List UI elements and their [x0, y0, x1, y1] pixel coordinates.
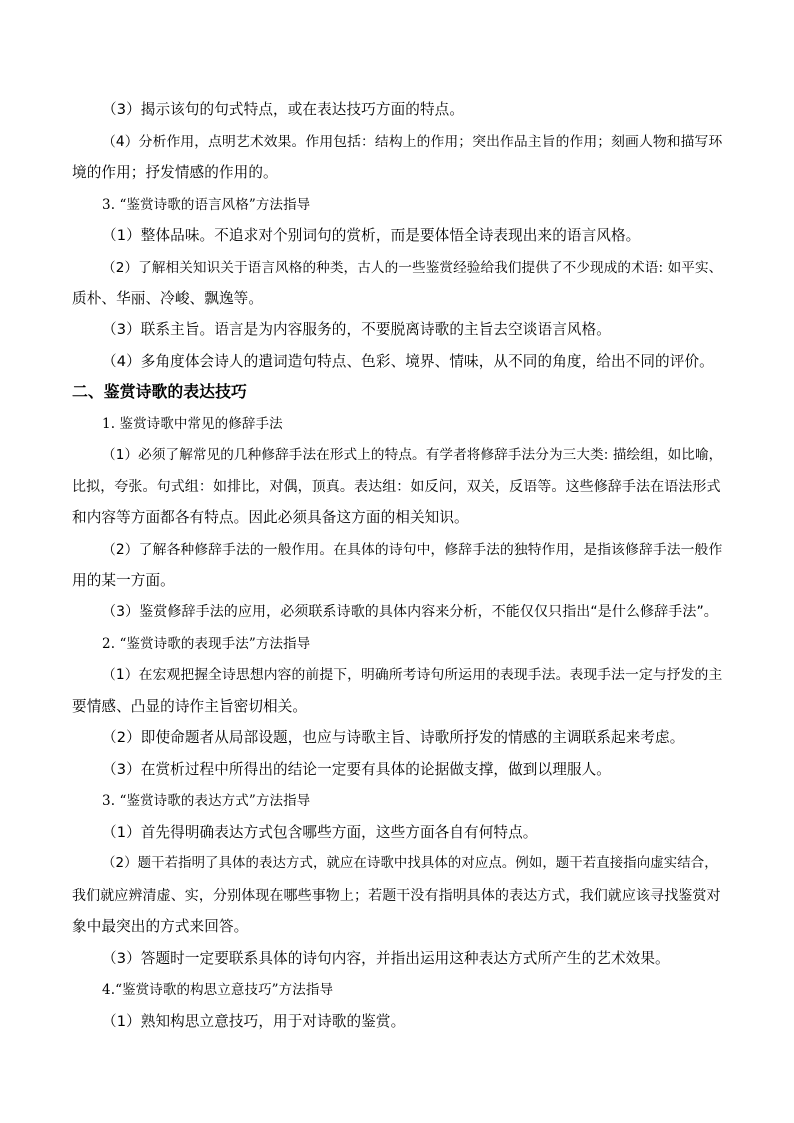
text-line: （3）在赏析过程中所得出的结论一定要有具体的论据做支撑，做到以理服人。 [102, 761, 611, 778]
text-line: （3）揭示该句的句式特点，或在表达技巧方面的特点。 [102, 101, 465, 118]
text-line: 和内容等方面都各有特点。因此必须具备这方面的相关知识。 [72, 509, 469, 526]
section-heading: 二、鉴赏诗歌的表达技巧 [72, 382, 247, 401]
text-line: 用的某一方面。 [72, 572, 175, 589]
text-line: （4）多角度体会诗人的遣词造句特点、色彩、境界、情味，从不同的角度，给出不同的评价。 [102, 353, 714, 370]
text-line: （3）答题时一定要联系具体的诗句内容，并指出运用这种表达方式所产生的艺术效果。 [102, 950, 670, 967]
text-line: （2）了解相关知识关于语言风格的种类，古人的一些鉴赏经验给我们提供了不少现成的术语: 如平实、 [102, 260, 723, 276]
text-line: （1）必须了解常见的几种修辞手法在形式上的特点。有学者将修辞手法分为三大类: 描绘组，如比喻， [102, 447, 723, 463]
text-line: （2）题干若指明了具体的表达方式，就应在诗歌中找具体的对应点。例如，题干若直接指向虚实结合， [102, 856, 718, 871]
text-line: 质朴、华丽、冷峻、飘逸等。 [72, 290, 264, 307]
text-line: 境的作用；抒发情感的作用的。 [72, 164, 278, 181]
text-line: （2）即使命题者从局部设题，也应与诗歌主旨、诗歌所抒发的情感的主调联系起来考虑。 [102, 729, 685, 746]
text-line: （1）整体品味。不追求对个别词句的赏析，而是要体悟全诗表现出来的语言风格。 [102, 227, 641, 244]
text-line: （3）联系主旨。语言是为内容服务的，不要脱离诗歌的主旨去空谈语言风格。 [102, 321, 611, 338]
sub-heading: 4.“鉴赏诗歌的构思立意技巧”方法指导 [102, 982, 334, 998]
sub-heading: 3. “鉴赏诗歌的语言风格”方法指导 [102, 197, 311, 213]
text-line: 我们就应辨清虚、实，分别体现在哪些事物上；若题干没有指明具体的表达方式，我们就应该寻找鉴赏对 [72, 888, 721, 904]
text-line: （2）了解各种修辞手法的一般作用。在具体的诗句中，修辞手法的独特作用，是指该修辞手法一般作 [102, 542, 723, 558]
sub-heading: 2. “鉴赏诗歌的表现手法”方法指导 [102, 636, 311, 652]
text-line: 要情感、凸显的诗作主旨密切相关。 [72, 698, 308, 715]
text-line: （1）首先得明确表达方式包含哪些方面，这些方面各自有何特点。 [102, 824, 538, 841]
text-line: 象中最突出的方式来回答。 [72, 918, 249, 935]
text-line: （4）分析作用，点明艺术效果。作用包括：结构上的作用；突出作品主旨的作用；刻画人物和描写环 [102, 134, 723, 150]
text-line: 比拟，夸张。句式组：如排比，对偶，顶真。表达组：如反问，双关，反语等。这些修辞手法在语法形式 [72, 479, 721, 495]
text-line: （1）在宏观把握全诗思想内容的前提下，明确所考诗句所运用的表现手法。表现手法一定与抒发的主 [102, 667, 723, 683]
sub-heading: 1. 鉴赏诗歌中常见的修辞手法 [102, 416, 283, 432]
text-line: （3）鉴赏修辞手法的应用，必须联系诗歌的具体内容来分析，不能仅仅只指出“是什么修辞手法”。 [102, 604, 718, 620]
sub-heading: 3. “鉴赏诗歌的表达方式”方法指导 [102, 793, 311, 809]
text-line: （1）熟知构思立意技巧，用于对诗歌的鉴赏。 [102, 1013, 406, 1030]
